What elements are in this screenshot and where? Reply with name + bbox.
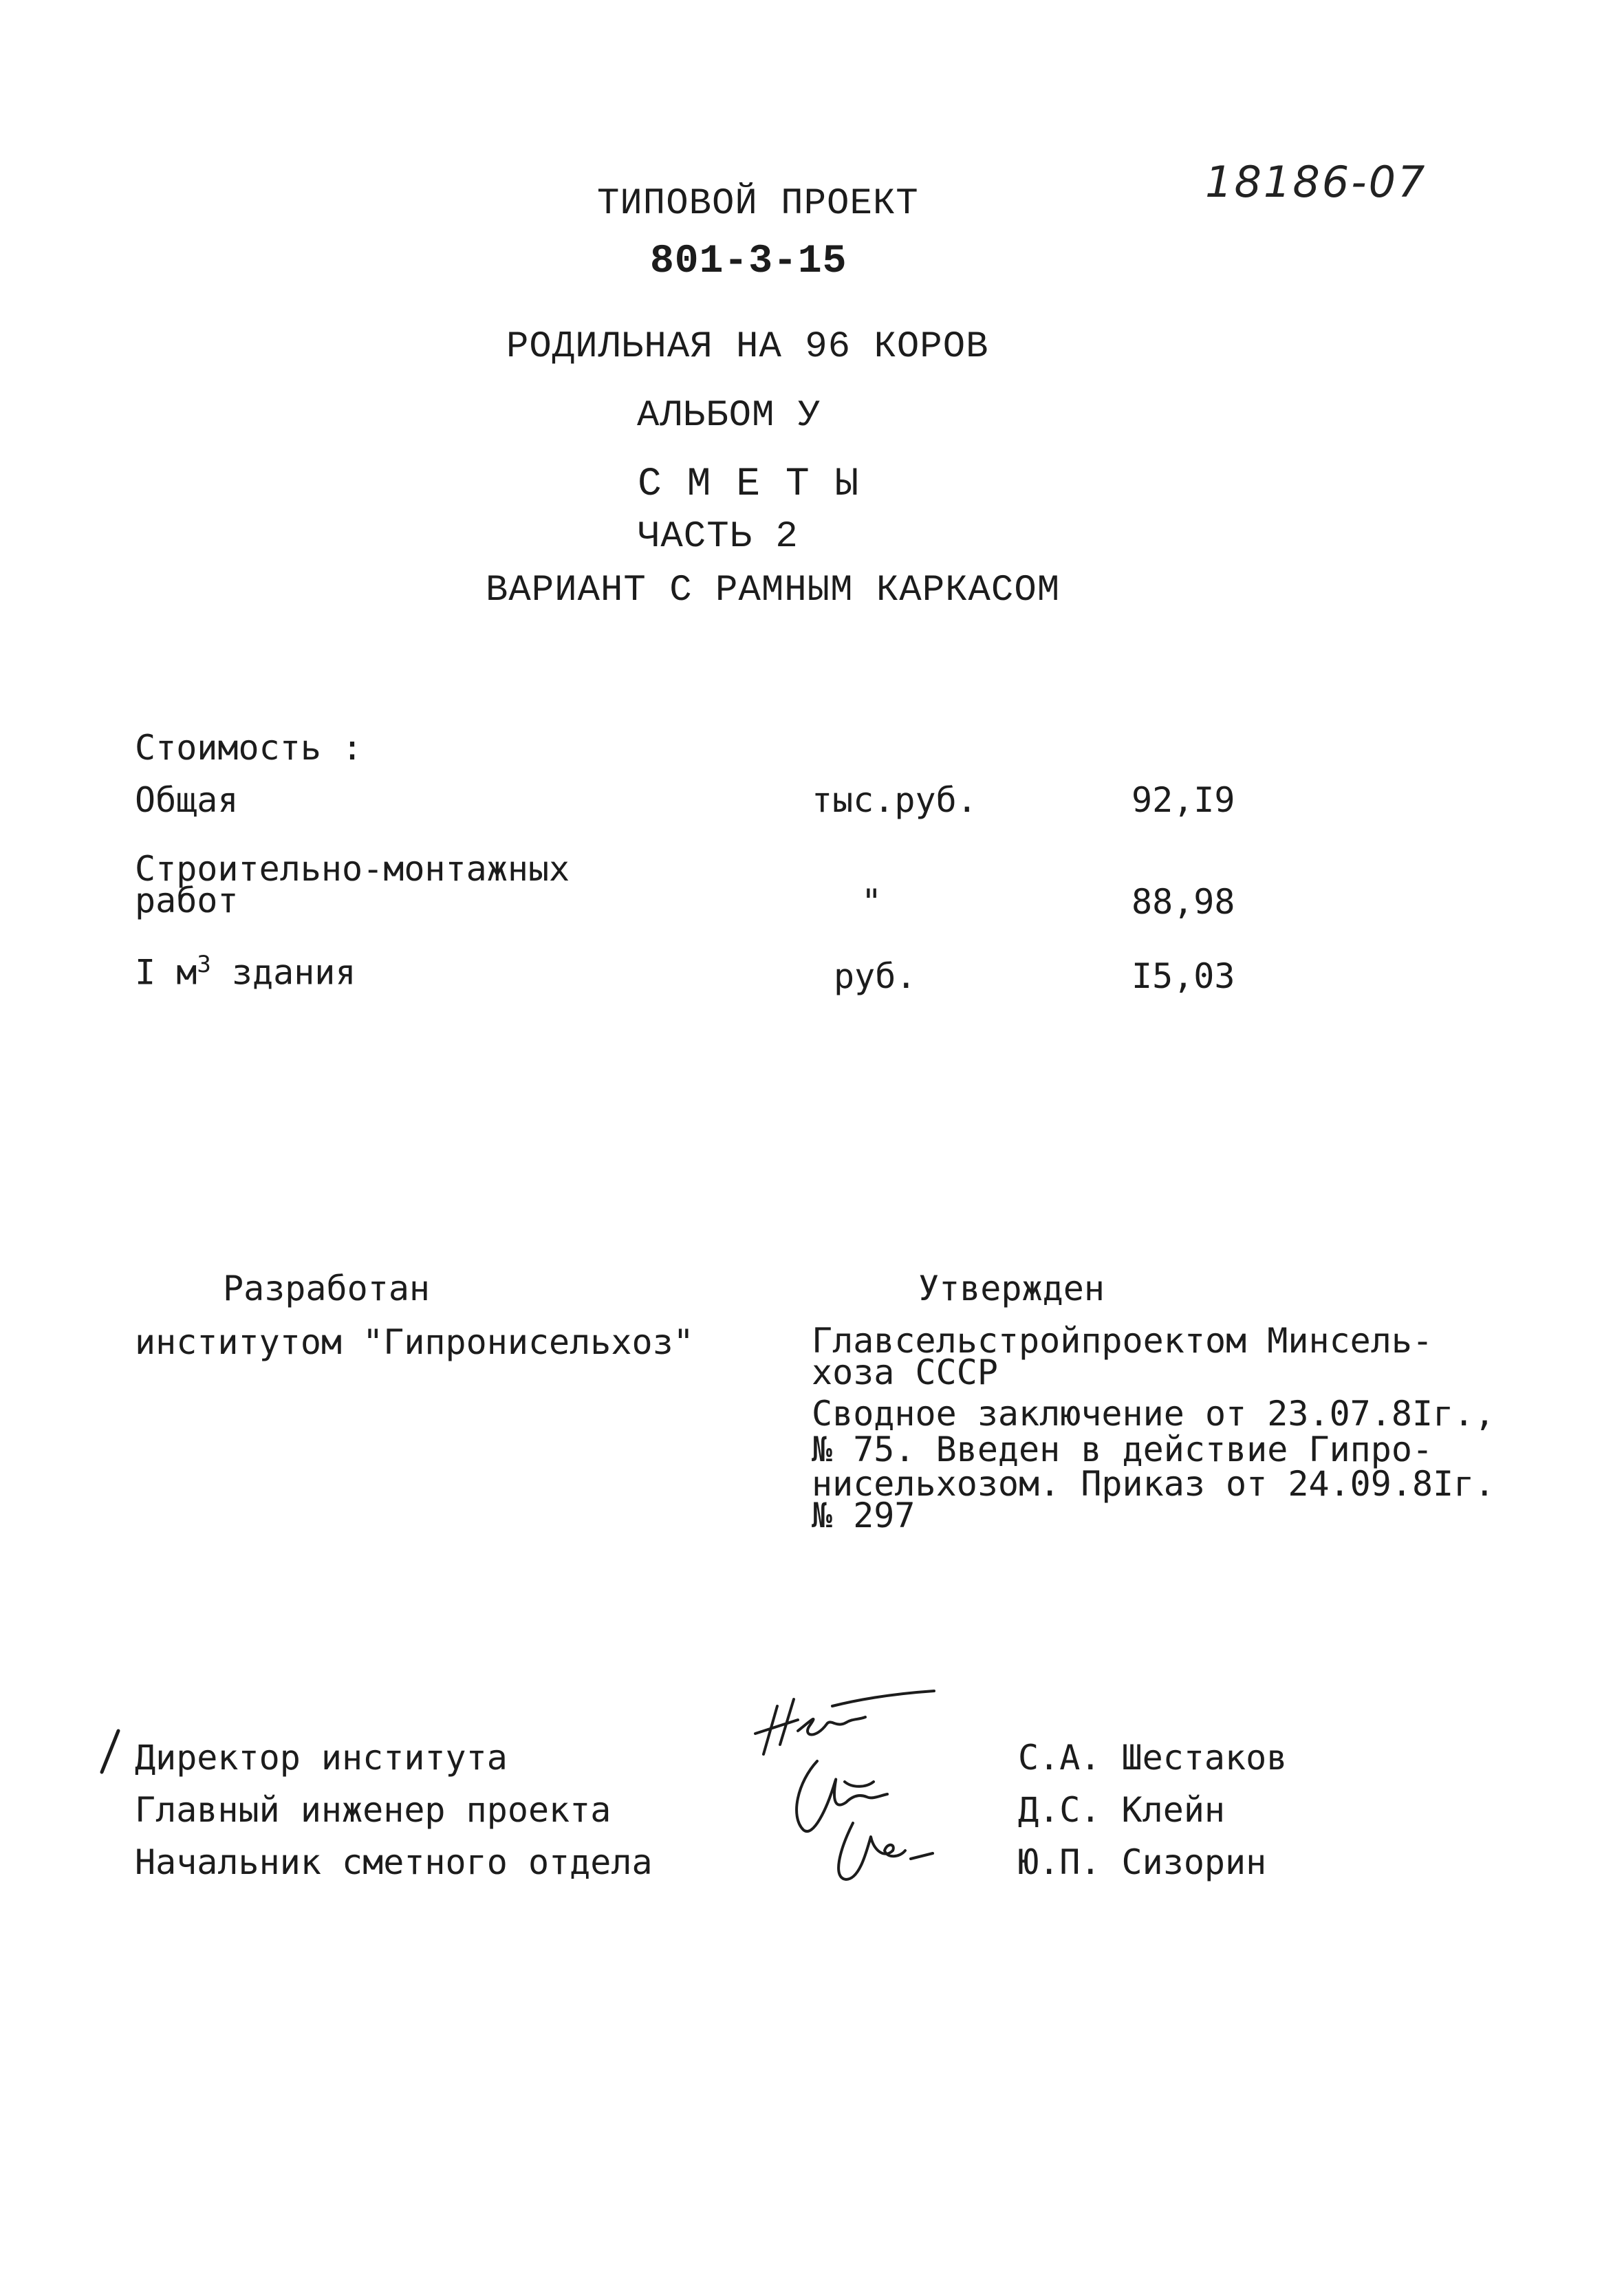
approved-line-5: нисельхозом. Приказ от 24.09.8Iг. — [812, 1464, 1495, 1504]
variant-label: ВАРИАНТ С РАМНЫМ КАРКАСОМ — [486, 570, 1061, 612]
project-type: ТИПОВОЙ ПРОЕКТ — [597, 183, 919, 225]
cost-row-total-value: 92,I9 — [1132, 780, 1235, 820]
approved-heading: Утвержден — [918, 1269, 1105, 1308]
cost-row-per-m3-prefix: I м — [135, 952, 197, 993]
cost-row-construction-label-2: работ — [135, 881, 239, 920]
signatory-name-1: С.А. Шестаков — [1018, 1738, 1288, 1778]
approved-line-4: № 75. Введен в действие Гипро- — [812, 1430, 1433, 1469]
cost-row-per-m3-value: I5,03 — [1132, 956, 1235, 996]
signature-marks — [750, 1679, 977, 1892]
margin-tick-mark — [96, 1728, 124, 1779]
cost-row-per-m3-suffix: здания — [210, 952, 356, 993]
cost-row-per-m3-superscript: 3 — [197, 951, 211, 978]
approved-line-6: № 297 — [812, 1496, 916, 1535]
cost-row-per-m3-unit: руб. — [834, 956, 917, 996]
cost-row-construction-value: 88,98 — [1132, 882, 1235, 922]
signatory-position-2: Главный инженер проекта — [135, 1790, 611, 1830]
cost-row-construction-unit: " — [861, 882, 883, 922]
cost-row-total-label: Общая — [135, 780, 239, 820]
cost-row-construction-label-1: Строительно-монтажных — [135, 849, 570, 889]
album-label: АЛЬБОМ У — [637, 395, 821, 437]
developed-text: институтом "Гипронисельхоз" — [135, 1322, 694, 1362]
part-label: ЧАСТЬ 2 — [638, 516, 799, 558]
approved-line-1: Главсельстройпроектом Минсель- — [812, 1321, 1433, 1361]
signatory-position-3: Начальник сметного отдела — [135, 1842, 653, 1882]
project-code: 801-3-15 — [650, 239, 847, 284]
cost-row-per-m3-label — [135, 951, 356, 993]
section-label: С М Е Т Ы — [638, 462, 860, 507]
cost-row-total-unit: тыс.руб. — [812, 780, 977, 820]
signatory-name-3: Ю.П. Сизорин — [1018, 1842, 1267, 1882]
approved-line-2: хоза СССР — [812, 1352, 998, 1392]
approved-line-3: Сводное заключение от 23.07.8Iг., — [812, 1394, 1495, 1434]
document-number: 18186-07 — [1205, 157, 1427, 207]
signatory-position-1: Директор института — [135, 1738, 508, 1778]
signatory-name-2: Д.С. Клейн — [1018, 1790, 1226, 1830]
developed-heading: Разработан — [223, 1269, 431, 1308]
cost-heading: Стоимость : — [135, 728, 363, 768]
document-title: РОДИЛЬНАЯ НА 96 КОРОВ — [506, 326, 989, 368]
